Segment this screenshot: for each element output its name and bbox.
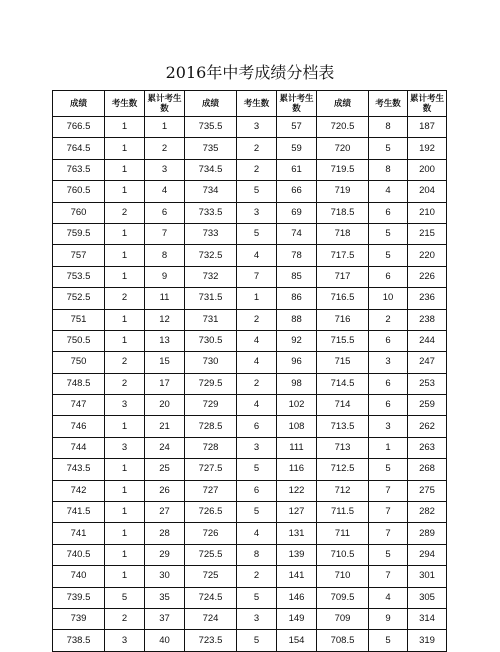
cell-cumulative: 8	[145, 245, 185, 266]
table-row	[53, 138, 447, 159]
cell-score: 750	[53, 352, 105, 373]
cell-score: 709	[317, 608, 369, 629]
cell-cumulative: 69	[277, 202, 317, 223]
cell-score: 718.5	[317, 202, 369, 223]
cell-cumulative: 27	[145, 502, 185, 523]
cell-cumulative: 11	[145, 288, 185, 309]
cell-score: 733.5	[185, 202, 237, 223]
cell-count: 3	[237, 117, 277, 138]
score-table	[52, 90, 447, 652]
table-row	[53, 330, 447, 351]
cell-score: 724.5	[185, 587, 237, 608]
cell-score: 728.5	[185, 416, 237, 437]
cell-count: 1	[105, 523, 145, 544]
table-row	[53, 416, 447, 437]
cell-score: 750.5	[53, 330, 105, 351]
cell-count: 1	[105, 245, 145, 266]
cell-cumulative: 259	[408, 395, 447, 416]
cell-count: 2	[237, 138, 277, 159]
cell-cumulative: 17	[145, 373, 185, 394]
cell-count: 1	[105, 330, 145, 351]
cell-count: 6	[369, 202, 408, 223]
cell-cumulative: 122	[277, 480, 317, 501]
table-row	[53, 608, 447, 629]
cell-cumulative: 111	[277, 437, 317, 458]
cell-count: 1	[105, 138, 145, 159]
cell-cumulative: 238	[408, 309, 447, 330]
cell-count: 1	[105, 223, 145, 244]
table-row	[53, 544, 447, 565]
cell-score: 738.5	[53, 630, 105, 651]
cell-score: 710.5	[317, 544, 369, 565]
cell-score: 752.5	[53, 288, 105, 309]
cell-cumulative: 74	[277, 223, 317, 244]
header-cumulative: 累计考生数	[408, 91, 447, 117]
cell-count: 3	[237, 202, 277, 223]
cell-count: 8	[237, 544, 277, 565]
cell-score: 759.5	[53, 223, 105, 244]
cell-count: 2	[105, 288, 145, 309]
header-cumulative: 累计考生数	[145, 91, 185, 117]
cell-score: 715.5	[317, 330, 369, 351]
cell-count: 8	[369, 117, 408, 138]
cell-cumulative: 282	[408, 502, 447, 523]
cell-cumulative: 187	[408, 117, 447, 138]
table-row	[53, 223, 447, 244]
cell-cumulative: 24	[145, 437, 185, 458]
cell-score: 741.5	[53, 502, 105, 523]
cell-count: 3	[369, 416, 408, 437]
cell-cumulative: 30	[145, 566, 185, 587]
cell-score: 726.5	[185, 502, 237, 523]
table-row	[53, 373, 447, 394]
cell-cumulative: 96	[277, 352, 317, 373]
cell-score: 731.5	[185, 288, 237, 309]
cell-score: 730.5	[185, 330, 237, 351]
cell-count: 6	[237, 480, 277, 501]
cell-cumulative: 154	[277, 630, 317, 651]
cell-score: 716.5	[317, 288, 369, 309]
cell-count: 8	[369, 159, 408, 180]
table-row	[53, 587, 447, 608]
cell-cumulative: 305	[408, 587, 447, 608]
table-row	[53, 502, 447, 523]
cell-score: 735.5	[185, 117, 237, 138]
cell-count: 6	[237, 416, 277, 437]
cell-score: 716	[317, 309, 369, 330]
cell-count: 6	[369, 395, 408, 416]
cell-cumulative: 37	[145, 608, 185, 629]
cell-count: 6	[369, 266, 408, 287]
cell-cumulative: 2	[145, 138, 185, 159]
cell-cumulative: 86	[277, 288, 317, 309]
cell-score: 719	[317, 181, 369, 202]
cell-count: 5	[237, 459, 277, 480]
cell-count: 2	[237, 159, 277, 180]
cell-count: 5	[237, 587, 277, 608]
cell-count: 5	[237, 223, 277, 244]
cell-score: 734	[185, 181, 237, 202]
cell-score: 760	[53, 202, 105, 223]
cell-cumulative: 21	[145, 416, 185, 437]
cell-score: 728	[185, 437, 237, 458]
cell-cumulative: 28	[145, 523, 185, 544]
cell-count: 1	[369, 437, 408, 458]
cell-score: 709.5	[317, 587, 369, 608]
cell-score: 714.5	[317, 373, 369, 394]
cell-cumulative: 139	[277, 544, 317, 565]
cell-score: 741	[53, 523, 105, 544]
cell-score: 766.5	[53, 117, 105, 138]
cell-count: 3	[237, 437, 277, 458]
cell-score: 757	[53, 245, 105, 266]
cell-cumulative: 314	[408, 608, 447, 629]
table-row	[53, 202, 447, 223]
cell-count: 1	[105, 459, 145, 480]
page-title: 2016年中考成绩分档表	[165, 63, 335, 82]
cell-score: 742	[53, 480, 105, 501]
cell-count: 5	[369, 544, 408, 565]
table-row	[53, 459, 447, 480]
cell-score: 711.5	[317, 502, 369, 523]
header-count: 考生数	[369, 91, 408, 117]
cell-count: 5	[369, 459, 408, 480]
cell-score: 712.5	[317, 459, 369, 480]
cell-cumulative: 26	[145, 480, 185, 501]
header-score: 成绩	[185, 91, 237, 117]
cell-score: 715	[317, 352, 369, 373]
table-row	[53, 117, 447, 138]
cell-count: 4	[237, 523, 277, 544]
cell-count: 4	[237, 330, 277, 351]
cell-score: 739.5	[53, 587, 105, 608]
cell-cumulative: 66	[277, 181, 317, 202]
cell-count: 2	[105, 202, 145, 223]
cell-cumulative: 141	[277, 566, 317, 587]
cell-score: 727.5	[185, 459, 237, 480]
cell-count: 7	[369, 502, 408, 523]
cell-cumulative: 13	[145, 330, 185, 351]
cell-score: 751	[53, 309, 105, 330]
cell-count: 2	[105, 373, 145, 394]
cell-cumulative: 200	[408, 159, 447, 180]
cell-cumulative: 20	[145, 395, 185, 416]
cell-count: 3	[105, 395, 145, 416]
table-row	[53, 288, 447, 309]
cell-cumulative: 247	[408, 352, 447, 373]
cell-cumulative: 301	[408, 566, 447, 587]
cell-cumulative: 192	[408, 138, 447, 159]
cell-score: 714	[317, 395, 369, 416]
cell-count: 2	[237, 309, 277, 330]
cell-count: 1	[105, 566, 145, 587]
table-row	[53, 523, 447, 544]
cell-cumulative: 294	[408, 544, 447, 565]
cell-score: 720.5	[317, 117, 369, 138]
cell-count: 1	[105, 544, 145, 565]
cell-count: 6	[369, 373, 408, 394]
cell-cumulative: 127	[277, 502, 317, 523]
cell-count: 1	[105, 117, 145, 138]
cell-count: 7	[369, 523, 408, 544]
cell-score: 760.5	[53, 181, 105, 202]
cell-count: 7	[237, 266, 277, 287]
cell-cumulative: 149	[277, 608, 317, 629]
cell-cumulative: 12	[145, 309, 185, 330]
cell-count: 5	[369, 223, 408, 244]
cell-cumulative: 204	[408, 181, 447, 202]
cell-score: 711	[317, 523, 369, 544]
cell-cumulative: 275	[408, 480, 447, 501]
cell-cumulative: 102	[277, 395, 317, 416]
cell-count: 1	[105, 309, 145, 330]
cell-score: 747	[53, 395, 105, 416]
cell-count: 5	[237, 630, 277, 651]
cell-count: 5	[237, 502, 277, 523]
cell-cumulative: 25	[145, 459, 185, 480]
cell-score: 725.5	[185, 544, 237, 565]
cell-cumulative: 78	[277, 245, 317, 266]
table-row	[53, 630, 447, 651]
table-row	[53, 309, 447, 330]
cell-count: 2	[237, 566, 277, 587]
cell-cumulative: 210	[408, 202, 447, 223]
header-row	[53, 91, 447, 117]
header-score: 成绩	[317, 91, 369, 117]
cell-count: 3	[105, 437, 145, 458]
cell-cumulative: 253	[408, 373, 447, 394]
table-row	[53, 395, 447, 416]
cell-score: 734.5	[185, 159, 237, 180]
cell-cumulative: 268	[408, 459, 447, 480]
cell-count: 4	[237, 395, 277, 416]
cell-cumulative: 61	[277, 159, 317, 180]
cell-score: 725	[185, 566, 237, 587]
cell-cumulative: 262	[408, 416, 447, 437]
cell-cumulative: 263	[408, 437, 447, 458]
cell-count: 3	[105, 630, 145, 651]
cell-score: 724	[185, 608, 237, 629]
cell-count: 1	[105, 159, 145, 180]
cell-score: 744	[53, 437, 105, 458]
table-row	[53, 566, 447, 587]
cell-count: 2	[105, 608, 145, 629]
cell-cumulative: 319	[408, 630, 447, 651]
cell-cumulative: 1	[145, 117, 185, 138]
cell-cumulative: 215	[408, 223, 447, 244]
cell-count: 1	[105, 181, 145, 202]
cell-score: 730	[185, 352, 237, 373]
cell-count: 9	[369, 608, 408, 629]
cell-score: 743.5	[53, 459, 105, 480]
cell-score: 732.5	[185, 245, 237, 266]
table-row	[53, 159, 447, 180]
header-cumulative: 累计考生数	[277, 91, 317, 117]
cell-score: 748.5	[53, 373, 105, 394]
cell-cumulative: 7	[145, 223, 185, 244]
table-row	[53, 245, 447, 266]
cell-score: 712	[317, 480, 369, 501]
cell-count: 4	[237, 352, 277, 373]
cell-cumulative: 6	[145, 202, 185, 223]
cell-score: 727	[185, 480, 237, 501]
cell-score: 732	[185, 266, 237, 287]
cell-score: 735	[185, 138, 237, 159]
cell-score: 723.5	[185, 630, 237, 651]
cell-score: 729	[185, 395, 237, 416]
cell-cumulative: 29	[145, 544, 185, 565]
table-row	[53, 480, 447, 501]
cell-score: 718	[317, 223, 369, 244]
cell-cumulative: 57	[277, 117, 317, 138]
cell-count: 1	[105, 480, 145, 501]
cell-cumulative: 226	[408, 266, 447, 287]
header-count: 考生数	[237, 91, 277, 117]
cell-count: 4	[237, 245, 277, 266]
cell-count: 5	[369, 245, 408, 266]
cell-score: 713	[317, 437, 369, 458]
cell-cumulative: 220	[408, 245, 447, 266]
cell-cumulative: 4	[145, 181, 185, 202]
cell-count: 3	[369, 352, 408, 373]
cell-cumulative: 85	[277, 266, 317, 287]
cell-count: 1	[105, 416, 145, 437]
cell-score: 731	[185, 309, 237, 330]
cell-count: 6	[369, 330, 408, 351]
cell-cumulative: 244	[408, 330, 447, 351]
cell-count: 3	[237, 608, 277, 629]
cell-cumulative: 15	[145, 352, 185, 373]
table-row	[53, 181, 447, 202]
cell-count: 2	[369, 309, 408, 330]
cell-cumulative: 131	[277, 523, 317, 544]
cell-count: 1	[105, 502, 145, 523]
cell-cumulative: 3	[145, 159, 185, 180]
cell-score: 740.5	[53, 544, 105, 565]
cell-score: 740	[53, 566, 105, 587]
cell-count: 1	[105, 266, 145, 287]
cell-cumulative: 236	[408, 288, 447, 309]
cell-score: 710	[317, 566, 369, 587]
header-count: 考生数	[105, 91, 145, 117]
cell-count: 5	[369, 138, 408, 159]
cell-count: 7	[369, 480, 408, 501]
cell-count: 4	[369, 587, 408, 608]
cell-score: 719.5	[317, 159, 369, 180]
cell-count: 4	[369, 181, 408, 202]
cell-count: 5	[369, 630, 408, 651]
cell-count: 1	[237, 288, 277, 309]
cell-score: 726	[185, 523, 237, 544]
cell-score: 733	[185, 223, 237, 244]
cell-score: 764.5	[53, 138, 105, 159]
cell-score: 739	[53, 608, 105, 629]
cell-score: 729.5	[185, 373, 237, 394]
table-row	[53, 266, 447, 287]
cell-score: 753.5	[53, 266, 105, 287]
cell-count: 2	[105, 352, 145, 373]
cell-score: 713.5	[317, 416, 369, 437]
cell-cumulative: 35	[145, 587, 185, 608]
cell-cumulative: 59	[277, 138, 317, 159]
cell-cumulative: 146	[277, 587, 317, 608]
table-row	[53, 352, 447, 373]
cell-score: 763.5	[53, 159, 105, 180]
table-body	[53, 117, 447, 652]
cell-cumulative: 108	[277, 416, 317, 437]
cell-cumulative: 40	[145, 630, 185, 651]
cell-cumulative: 88	[277, 309, 317, 330]
cell-score: 708.5	[317, 630, 369, 651]
cell-cumulative: 92	[277, 330, 317, 351]
cell-score: 746	[53, 416, 105, 437]
cell-count: 10	[369, 288, 408, 309]
table-row	[53, 437, 447, 458]
cell-cumulative: 98	[277, 373, 317, 394]
cell-cumulative: 9	[145, 266, 185, 287]
cell-count: 5	[237, 181, 277, 202]
cell-count: 5	[105, 587, 145, 608]
cell-count: 2	[237, 373, 277, 394]
cell-cumulative: 116	[277, 459, 317, 480]
cell-cumulative: 289	[408, 523, 447, 544]
cell-score: 720	[317, 138, 369, 159]
header-score: 成绩	[53, 91, 105, 117]
cell-score: 717	[317, 266, 369, 287]
cell-count: 7	[369, 566, 408, 587]
cell-score: 717.5	[317, 245, 369, 266]
